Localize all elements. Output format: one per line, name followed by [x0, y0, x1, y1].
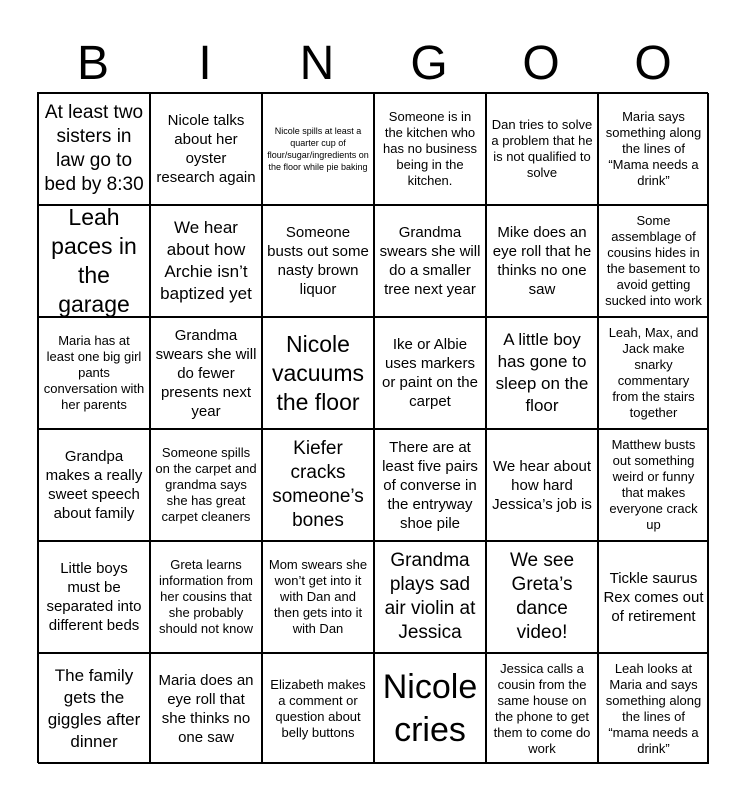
bingo-cell[interactable] — [486, 653, 598, 764]
bingo-cell[interactable] — [598, 541, 709, 653]
bingo-cell[interactable] — [38, 541, 150, 653]
cell-text: Greta learns information from her cousins that she probably should not know — [159, 557, 253, 636]
bingo-cell[interactable] — [38, 205, 150, 317]
bingo-cell[interactable] — [598, 205, 709, 317]
cell-text: Ike or Albie uses markers or paint on the carpet — [382, 336, 478, 410]
header-letter: O — [522, 37, 560, 90]
bingo-cell[interactable] — [598, 93, 709, 205]
header-letter: N — [299, 37, 335, 90]
cell-text: Jessica calls a cousin from the same house on the phone to get them to come do work — [493, 660, 591, 756]
cell-text: Mom swears she won’t get into it with Dan and then gets into it with Dan — [268, 557, 368, 636]
cell-text: Mike does an eye roll that he thinks no one saw — [492, 224, 592, 298]
bingo-cell[interactable] — [150, 205, 262, 317]
bingo-cell[interactable] — [486, 317, 598, 429]
cell-text: Maria has at least one big girl pants conversation with her parents — [43, 333, 145, 412]
bingo-cell[interactable] — [38, 653, 150, 764]
cell-text: Someone is in the kitchen who has no business being in the kitchen. — [383, 109, 477, 188]
bingo-cell[interactable] — [150, 93, 262, 205]
cell-text: Elizabeth makes a comment or question about belly buttons — [270, 676, 366, 740]
bingo-cell[interactable] — [38, 429, 150, 541]
cell-text: Leah looks at Maria and says something along the lines of “mama needs a drink” — [605, 660, 702, 756]
cell-text: Some assemblage of cousins hides in the basement to avoid getting sucked into work — [605, 213, 702, 308]
header-letter: I — [198, 37, 212, 90]
cell-text: At least two sisters in law go to bed by 8:30 — [44, 102, 144, 195]
header-letter: O — [634, 37, 672, 90]
bingo-cell[interactable] — [486, 93, 598, 205]
bingo-cell[interactable] — [38, 93, 150, 205]
bingo-header — [37, 36, 708, 92]
bingo-cell[interactable] — [262, 93, 374, 205]
cell-text: Someone spills on the carpet and grandma says she has great carpet cleaners — [155, 445, 257, 524]
bingo-cell[interactable] — [486, 541, 598, 653]
cell-text: Grandma swears she will do fewer presents next year — [155, 326, 257, 420]
cell-text: Leah, Max, and Jack make snarky commentary from the stairs together — [608, 325, 699, 420]
cell-text: Grandpa makes a really sweet speech about family — [45, 448, 143, 522]
bingo-cell[interactable] — [262, 541, 374, 653]
bingo-cell[interactable] — [374, 541, 486, 653]
bingo-cell[interactable] — [150, 541, 262, 653]
cell-text: Nicole talks about her oyster research again — [156, 112, 256, 186]
bingo-cell[interactable] — [374, 653, 486, 764]
bingo-cell[interactable] — [262, 205, 374, 317]
cell-text: We hear about how Archie isn’t baptized yet — [160, 218, 252, 303]
bingo-cell[interactable] — [374, 317, 486, 429]
bingo-cell[interactable] — [598, 653, 709, 764]
bingo-cell[interactable] — [38, 317, 150, 429]
bingo-card — [37, 92, 708, 763]
bingo-cell[interactable] — [374, 205, 486, 317]
cell-text: Kiefer cracks someone’s bones — [272, 438, 364, 531]
cell-text: We hear about how hard Jessica’s job is — [492, 457, 592, 513]
cell-text: Dan tries to solve a problem that he is not qualified to solve — [491, 117, 593, 180]
cell-text: The family gets the giggles after dinner — [47, 665, 141, 751]
bingo-cell[interactable] — [150, 653, 262, 764]
cell-text: Matthew busts out something weird or funny that makes everyone crack up — [609, 437, 698, 532]
header-letter: B — [76, 37, 109, 90]
bingo-cell[interactable] — [262, 653, 374, 764]
cell-text: A little boy has gone to sleep on the floor — [495, 330, 589, 415]
cell-text: Nicole cries — [382, 667, 478, 749]
cell-text: Tickle saurus Rex comes out of retirement — [603, 569, 704, 625]
cell-text: Grandma plays sad air violin at Jessica — [384, 550, 476, 643]
cell-text: Grandma swears she will do a smaller tree next year — [379, 224, 481, 298]
bingo-cell[interactable] — [150, 317, 262, 429]
bingo-cell[interactable] — [374, 93, 486, 205]
cell-text: Someone busts out some nasty brown liquor — [267, 224, 369, 298]
cell-text: Maria says something along the lines of “Mama needs a drink” — [605, 109, 702, 188]
bingo-cell[interactable] — [374, 429, 486, 541]
cell-text: Nicole spills at least a quarter cup of flour/sugar/ingredients on the floor while pie baking — [267, 126, 369, 172]
bingo-cell[interactable] — [262, 317, 374, 429]
header-letter: G — [410, 37, 448, 90]
bingo-cell[interactable] — [486, 205, 598, 317]
bingo-cell[interactable] — [598, 429, 709, 541]
bingo-cell[interactable] — [262, 429, 374, 541]
cell-text: Maria does an eye roll that she thinks no one saw — [158, 671, 254, 746]
bingo-cell[interactable] — [150, 429, 262, 541]
cell-text: Nicole vacuums the floor — [271, 330, 365, 415]
cell-text: We see Greta’s dance video! — [509, 550, 575, 643]
bingo-cell[interactable] — [598, 317, 709, 429]
cell-text: Leah paces in the garage — [51, 205, 137, 317]
bingo-cell[interactable] — [486, 429, 598, 541]
cell-text: There are at least five pairs of converse in the entryway shoe pile — [382, 438, 478, 532]
cell-text: Little boys must be separated into different beds — [46, 560, 142, 634]
